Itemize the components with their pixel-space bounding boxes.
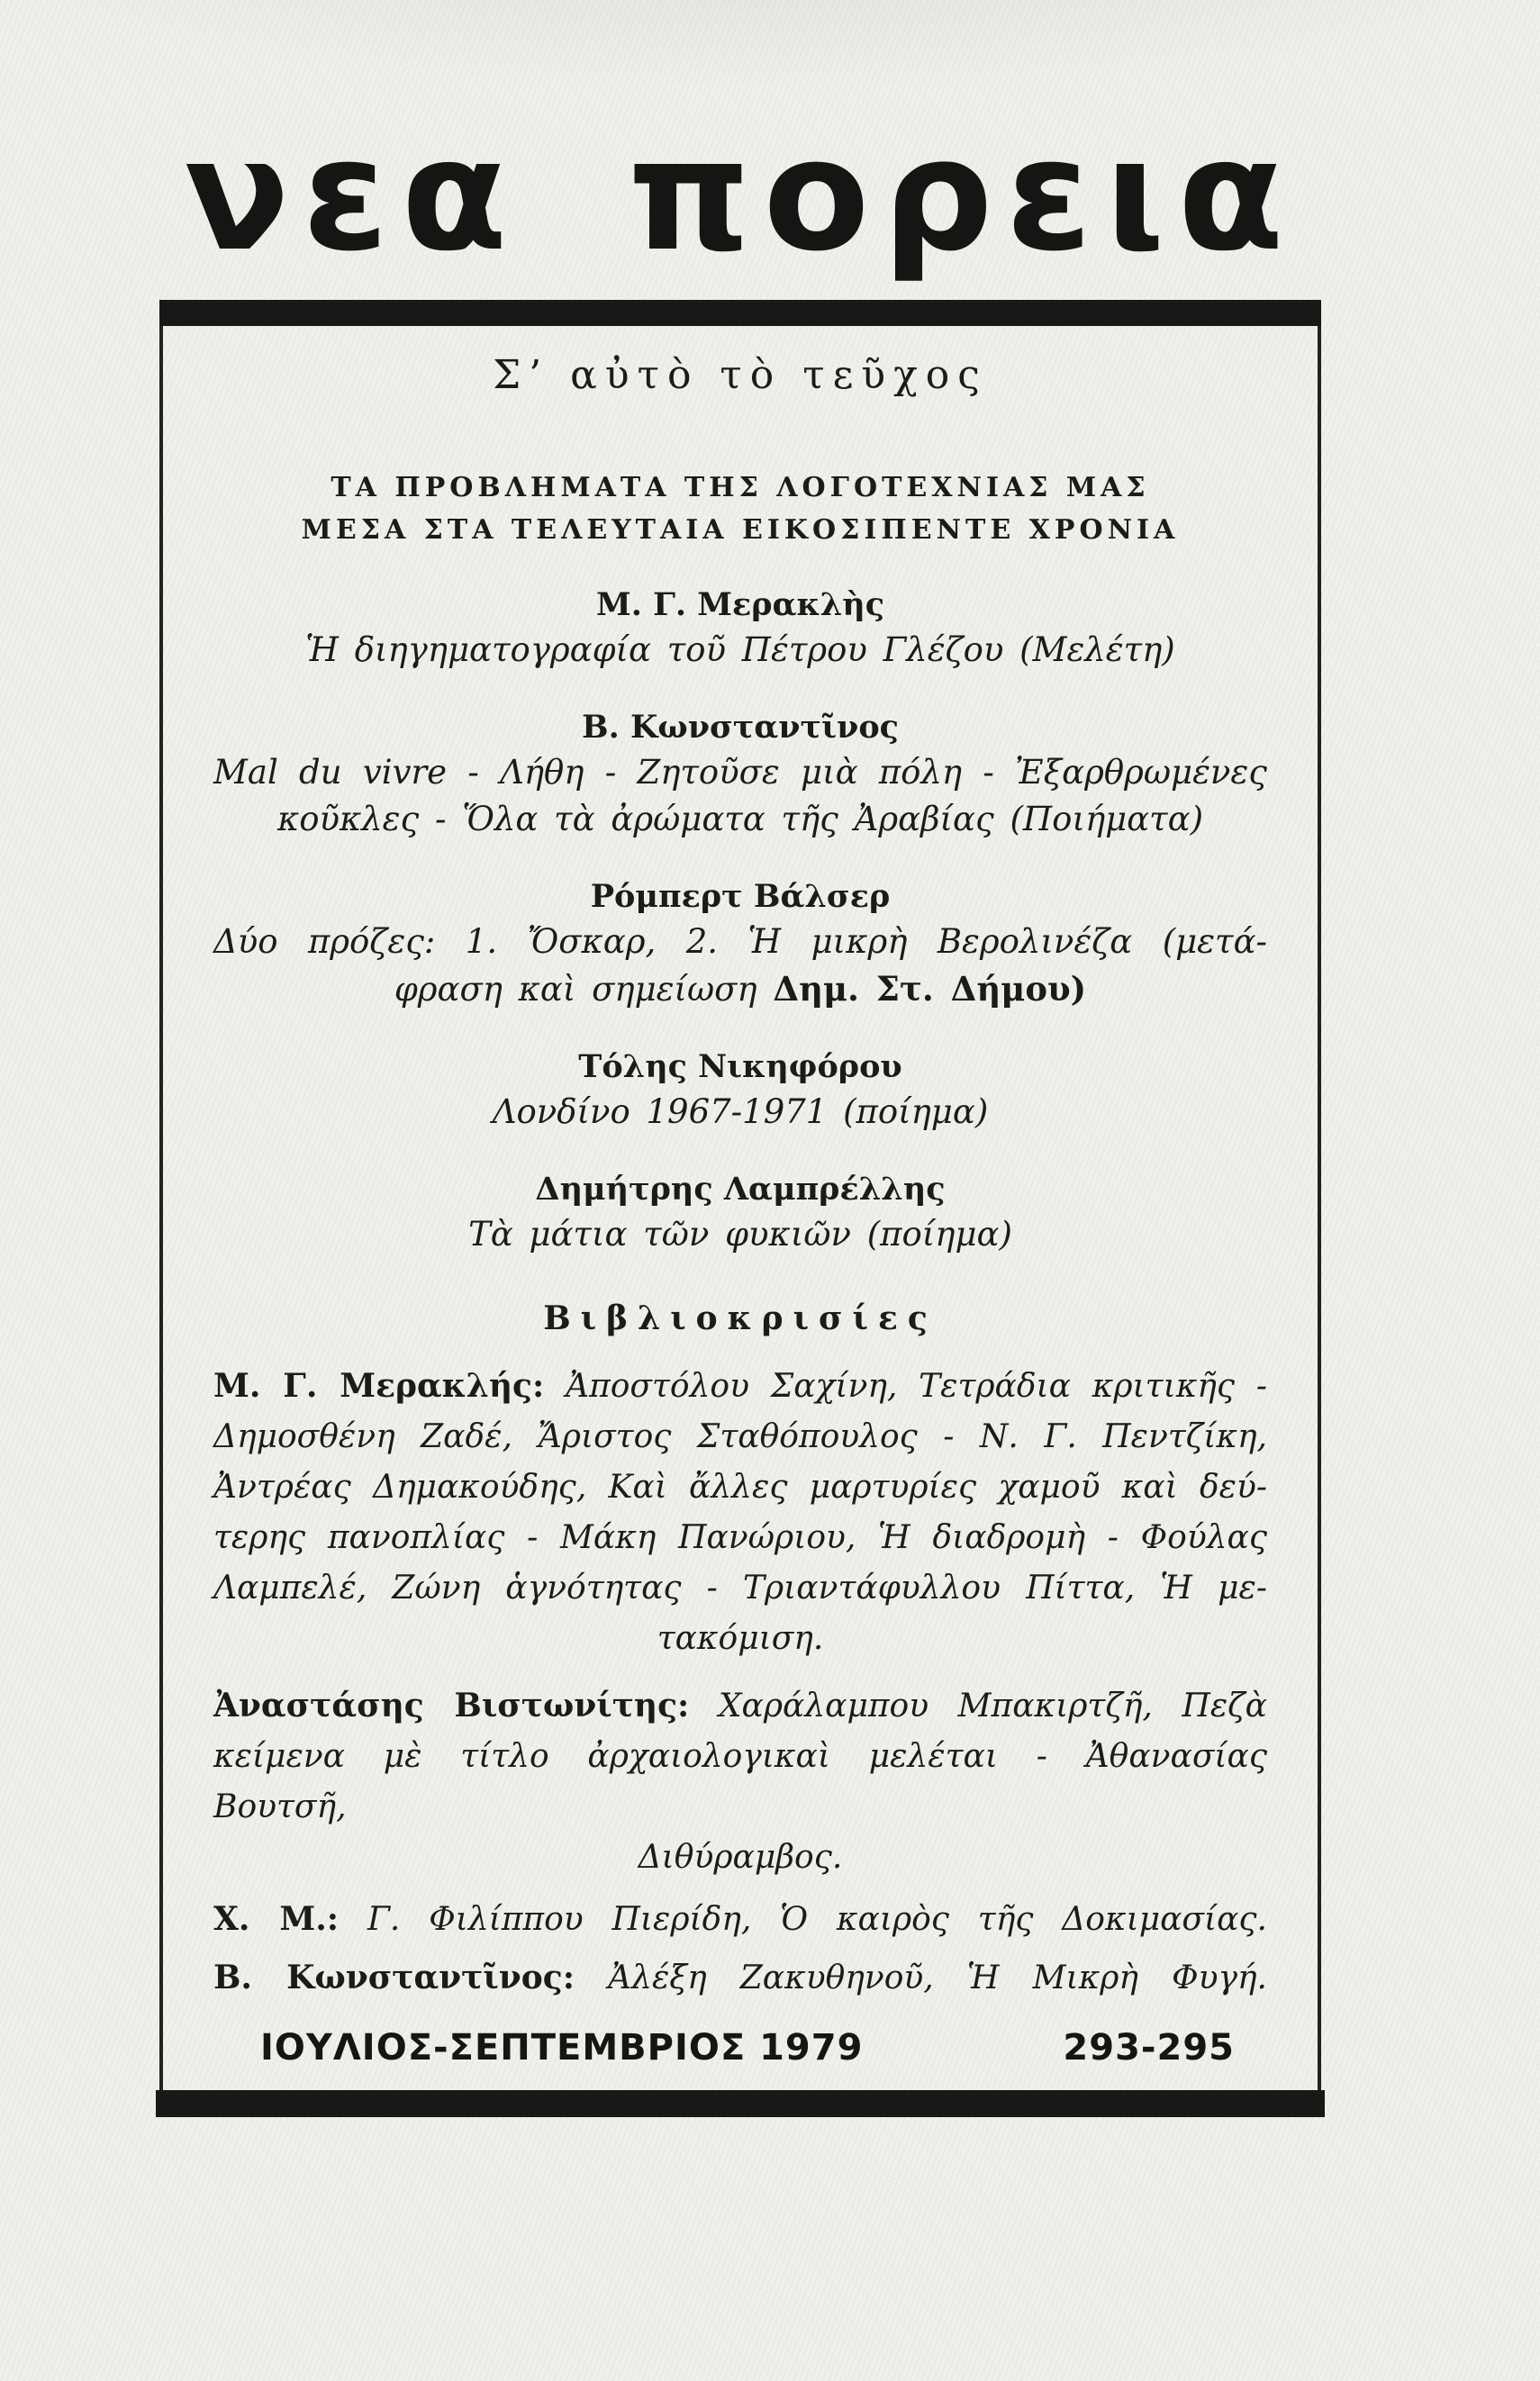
entry-author: Μ. Γ. Μερακλὴς	[595, 586, 885, 624]
issue-header: Σ’ αὐτὸ τὸ τεῦχος	[493, 352, 988, 399]
review-line: Διθύραμβος.	[638, 1839, 843, 1877]
entry-work-line: κοῦκλες - Ὅλα τὰ ἀρώματα τῆς Ἀραβίας (Ποιήματα)	[276, 800, 1204, 839]
reviewer-name: Μ. Γ. Μερακλής:	[213, 1367, 545, 1406]
review-line	[213, 1361, 1267, 1412]
review-item-vistonitis	[213, 1680, 1267, 1883]
review-item-konstantinos	[213, 1952, 1267, 2004]
entry-work-line: Δύο πρόζες: 1. Ὄσκαρ, 2. Ἡ μικρὴ Βερολινέζα (μετά-	[213, 922, 1267, 962]
bottom-divider-bar	[156, 2090, 1325, 2117]
entry-work-line: Mal du vivre - Λήθη - Ζητοῦσε μιὰ πόλη - Ἐξαρθρωμένες	[213, 753, 1267, 792]
review-line	[213, 1952, 1267, 2004]
entry-author: Δημήτρης Λαμπρέλλης	[535, 1171, 946, 1209]
review-item-meraklis	[213, 1361, 1267, 1664]
entry-work-line: Λονδίνο 1967-1971 (ποίημα)	[492, 1092, 989, 1132]
contents-entry-walser	[213, 875, 1267, 1013]
magazine-title: νεα πορεια	[184, 104, 1297, 285]
review-text: Γ. Φιλίππου Πιερίδη, Ὁ καιρὸς τῆς Δοκιμασίας.	[367, 1901, 1268, 1939]
reviewer-name: Β. Κωνσταντῖνος:	[213, 1959, 575, 1997]
review-line: τερης πανοπλίας - Μάκη Πανώριου, Ἡ διαδρομὴ - Φούλας	[213, 1519, 1267, 1557]
contents-entry-konstantinos	[213, 706, 1267, 843]
contents-box	[159, 326, 1321, 2090]
print-area	[159, 0, 1321, 2117]
feature-title-line-1: ΤΑ ΠΡΟΒΛΗΜΑΤΑ ΤΗΣ ΛΟΓΟΤΕΧΝΙΑΣ ΜΑΣ	[331, 472, 1150, 504]
review-line: Ἀντρέας Δημακούδης, Καὶ ἄλλες μαρτυρίες χαμοῦ καὶ δεύ-	[213, 1469, 1267, 1507]
feature-title	[213, 466, 1267, 551]
review-line	[213, 1680, 1267, 1732]
review-text: Ἀποστόλου Σαχίνη, Τετράδια κριτικῆς -	[566, 1368, 1267, 1406]
reviews-heading: Βιβλιοκρισίες	[543, 1299, 938, 1338]
entry-author: Τόλης Νικηφόρου	[578, 1048, 902, 1086]
issue-footer	[213, 2027, 1267, 2069]
review-text: Ἀλέξη Ζακυθηνοῦ, Ἡ Μικρὴ Φυγή.	[608, 1960, 1268, 1997]
review-line	[213, 1894, 1267, 1945]
review-line: Δημοσθένη Ζαδέ, Ἄριστος Σταθόπουλος - Ν. Γ. Πεντζίκη,	[213, 1418, 1267, 1456]
entry-work-line: Τὰ μάτια τῶν φυκιῶν (ποίημα)	[468, 1215, 1012, 1254]
feature-title-line-2: ΜΕΣΑ ΣΤΑ ΤΕΛΕΥΤΑΙΑ ΕΙΚΟΣΙΠΕΝΤΕ ΧΡΟΝΙΑ	[301, 514, 1180, 547]
entry-work-text: φραση καὶ σημείωση	[394, 970, 774, 1009]
review-line: κείμενα μὲ τίτλο ἀρχαιολογικαὶ μελέται - Ἀθανασίας Βουτσῆ,	[213, 1738, 1267, 1826]
page-range: 293-295	[1063, 2027, 1235, 2069]
translator-name: Δημ. Στ. Δήμου)	[773, 969, 1087, 1009]
entry-author: Ρόμπερτ Βάλσερ	[590, 878, 891, 916]
entry-author: Β. Κωνσταντῖνος	[582, 709, 899, 747]
review-line: τακόμιση.	[657, 1620, 824, 1658]
entry-work-line: Ἡ διηγηματογραφία τοῦ Πέτρου Γλέζου (Μελέτη)	[305, 630, 1175, 670]
reviewer-name: Ἀναστάσης Βιστωνίτης:	[213, 1687, 690, 1725]
review-item-xm	[213, 1894, 1267, 1945]
contents-entry-nikiforou	[213, 1046, 1267, 1136]
review-text: Χαράλαμπου Μπακιρτζῆ, Πεζὰ	[718, 1688, 1267, 1725]
entry-work-line	[213, 965, 1267, 1013]
top-divider-bar	[159, 300, 1321, 326]
contents-entry-meraklis	[213, 584, 1267, 674]
reviewer-name: Χ. Μ.:	[213, 1900, 340, 1939]
issue-period: ΙΟΥΛΙΟΣ-ΣΕΠΤΕΜΒΡΙΟΣ 1979	[260, 2027, 864, 2069]
review-line: Λαμπελέ, Ζώνη ἁγνότητας - Τριαντάφυλλου Πίττα, Ἡ με-	[213, 1570, 1267, 1607]
contents-entry-lambrellis	[213, 1168, 1267, 1258]
